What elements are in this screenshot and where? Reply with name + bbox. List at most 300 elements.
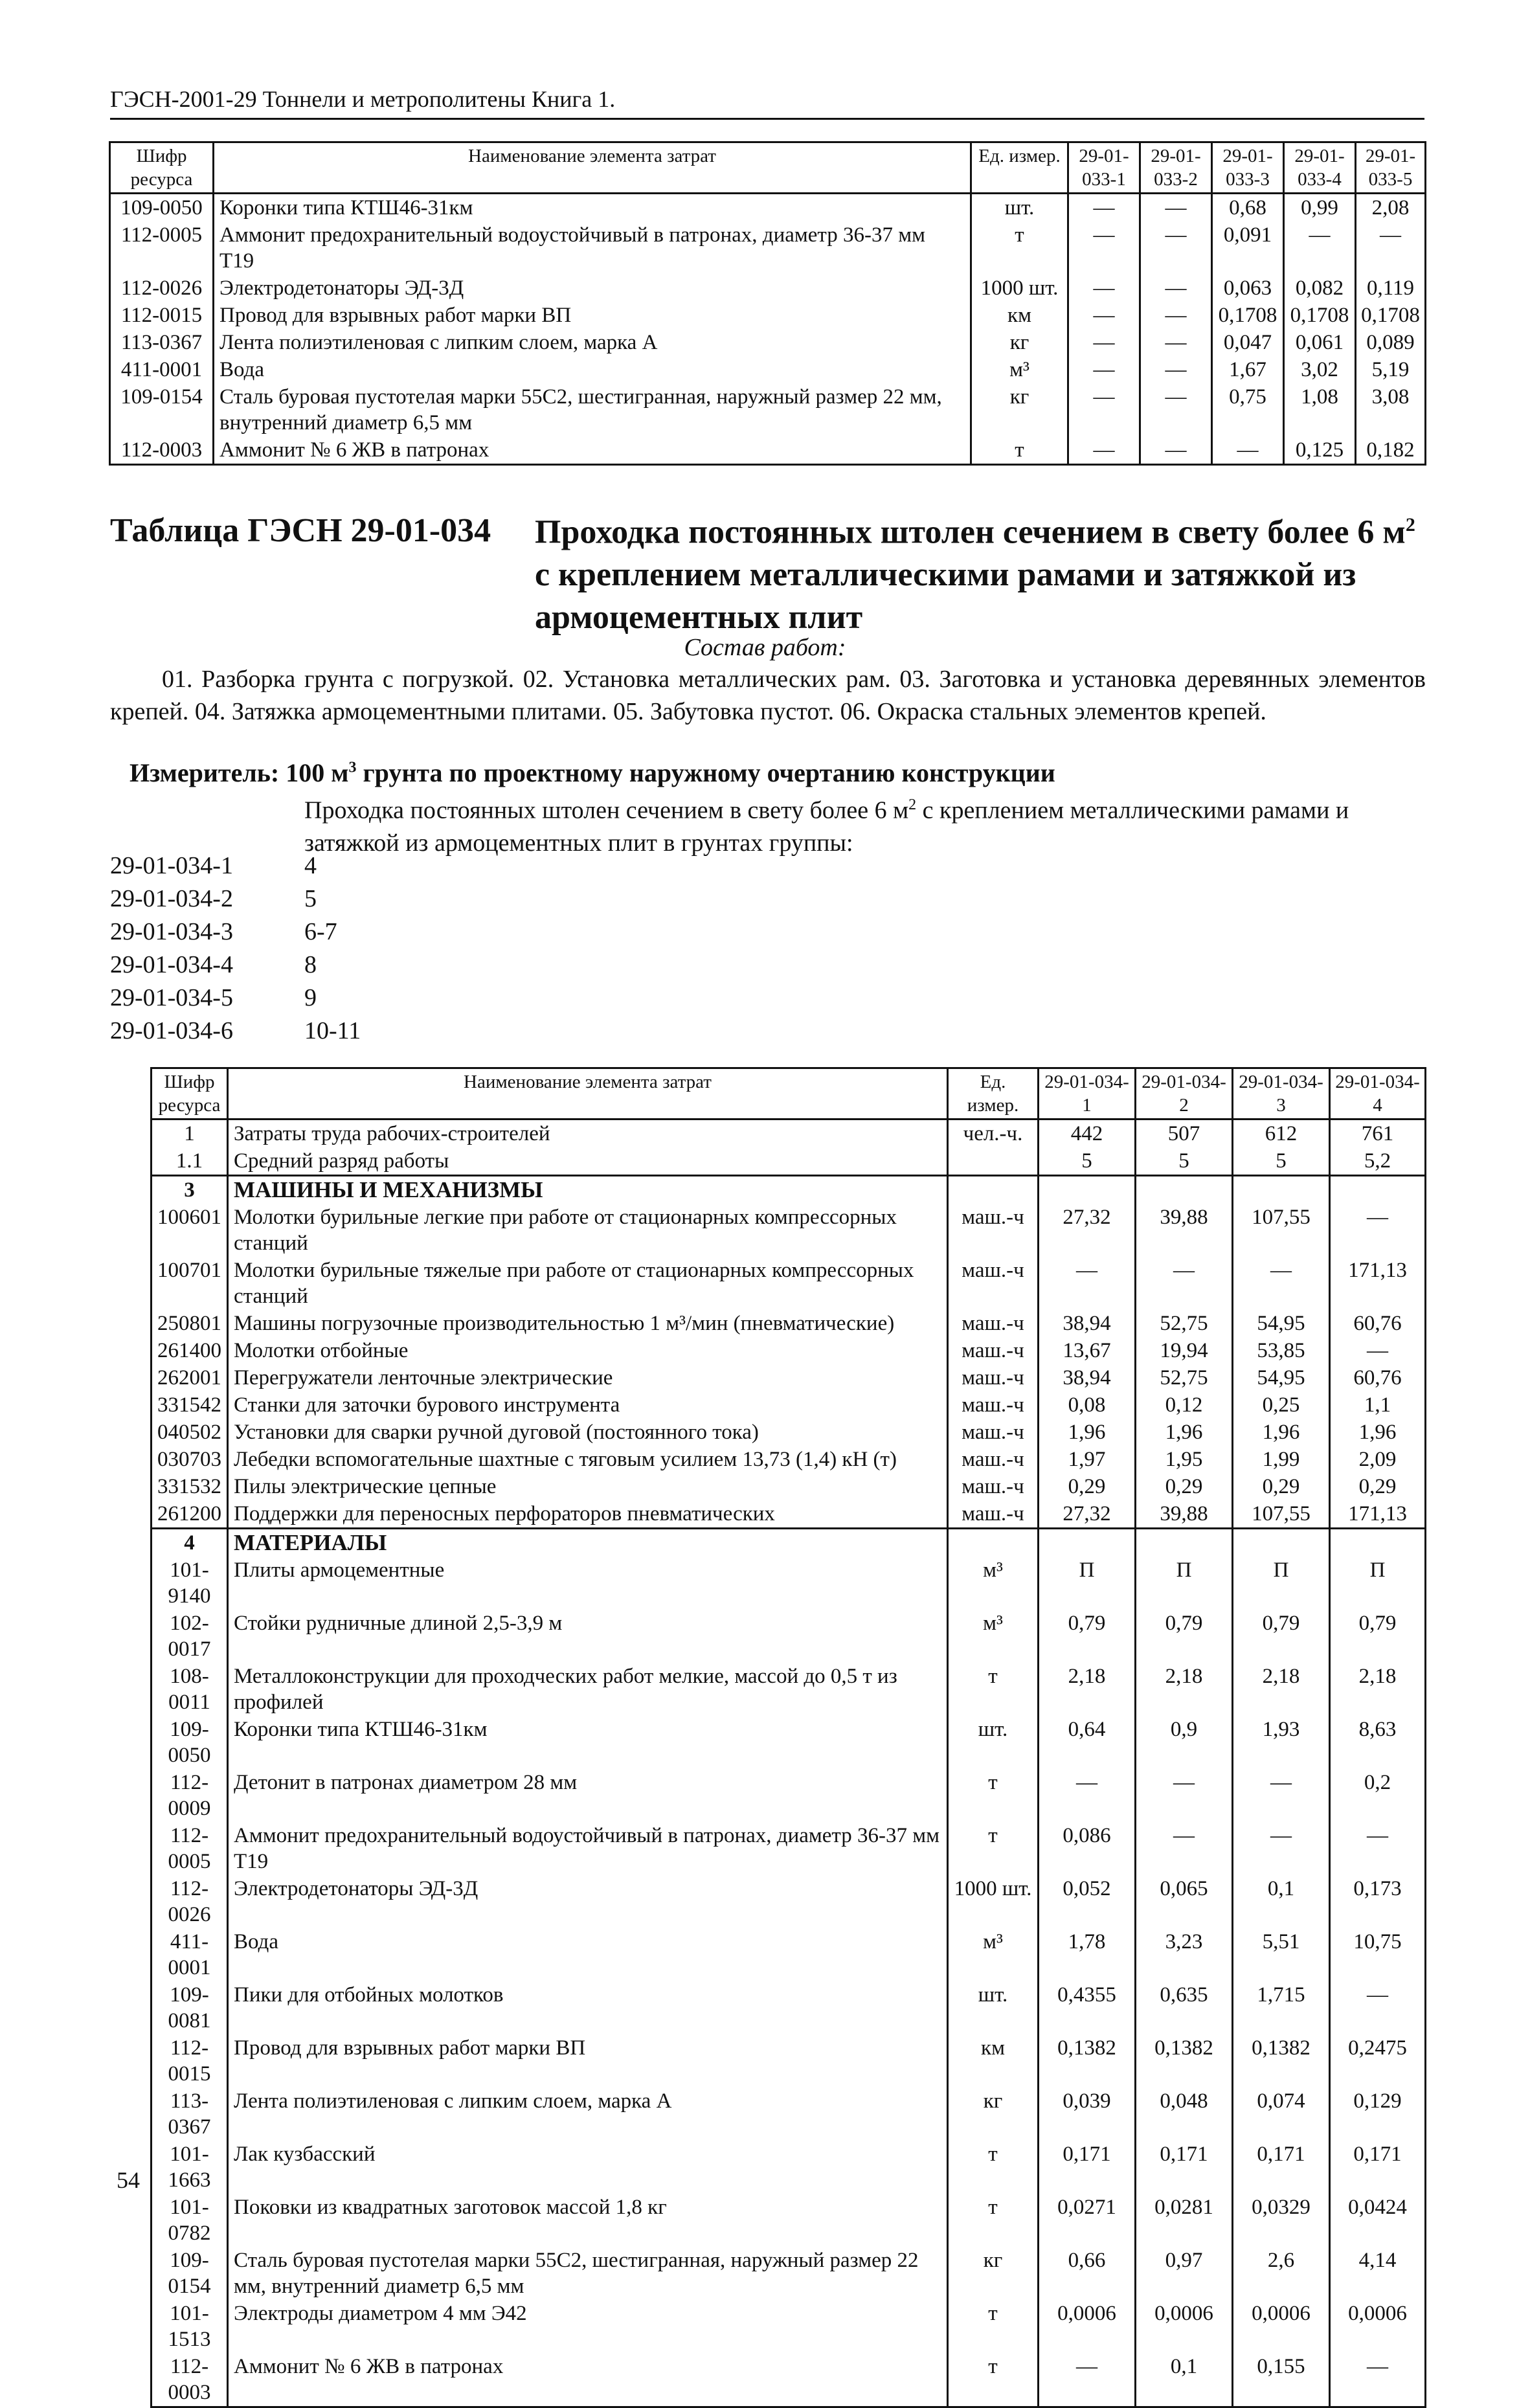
descr-part2: с креплением металлическими рамами и затяжкой из армоцементных плит в грунтах группы: bbox=[304, 796, 1349, 857]
section-row bbox=[152, 1529, 1426, 1557]
cell-value: 0,0006 bbox=[1136, 2300, 1233, 2353]
table-row bbox=[152, 1928, 1426, 1981]
cell-value: 0,173 bbox=[1330, 1875, 1426, 1928]
cell-unit: кг bbox=[971, 383, 1068, 436]
list-item bbox=[110, 883, 361, 916]
cell-value: 52,75 bbox=[1136, 1310, 1233, 1337]
cell-value: 0,4355 bbox=[1039, 1981, 1136, 2034]
cell-value: 2,09 bbox=[1330, 1446, 1426, 1473]
cell-code: 112-0026 bbox=[110, 275, 214, 302]
cell-code: 102-0017 bbox=[152, 1610, 228, 1663]
cell-value: 52,75 bbox=[1136, 1364, 1233, 1391]
group-code: 29-01-034-2 bbox=[110, 885, 233, 912]
cell-value: 0,2475 bbox=[1330, 2034, 1426, 2087]
cell-code: 040502 bbox=[152, 1419, 228, 1446]
cell-unit: чел.-ч. bbox=[948, 1120, 1039, 1148]
cell-value: — bbox=[1140, 194, 1212, 222]
cell-name: Перегружатели ленточные электрические bbox=[228, 1364, 948, 1391]
header-rule bbox=[110, 118, 1424, 120]
table-row bbox=[152, 1147, 1426, 1176]
cell-value: 0,0271 bbox=[1039, 2194, 1136, 2247]
cell-unit: маш.-ч bbox=[948, 1391, 1039, 1419]
cell-value: 0,039 bbox=[1039, 2087, 1136, 2141]
cell-value: — bbox=[1068, 194, 1140, 222]
group-code: 29-01-034-4 bbox=[110, 951, 233, 978]
cell-code: 101-0782 bbox=[152, 2194, 228, 2247]
table-row bbox=[152, 1446, 1426, 1473]
cell-value: — bbox=[1136, 1257, 1233, 1310]
header-norm: 29-01-033-2 bbox=[1140, 142, 1212, 194]
cell-unit bbox=[948, 1147, 1039, 1176]
cell-unit: маш.-ч bbox=[948, 1446, 1039, 1473]
cell-value: 0,97 bbox=[1136, 2247, 1233, 2300]
cell-code: 109-0050 bbox=[152, 1716, 228, 1769]
cell-value: 0,08 bbox=[1039, 1391, 1136, 1419]
cell-value: — bbox=[1330, 2353, 1426, 2407]
cell-unit: км bbox=[948, 2034, 1039, 2087]
cell-unit: т bbox=[948, 2194, 1039, 2247]
cell-unit: 1000 шт. bbox=[971, 275, 1068, 302]
cell-code: 109-0050 bbox=[110, 194, 214, 222]
cell-value: 0,9 bbox=[1136, 1716, 1233, 1769]
cell-value: 0,171 bbox=[1039, 2141, 1136, 2194]
cell-value: 13,67 bbox=[1039, 1337, 1136, 1364]
header-unit: Ед. измер. bbox=[971, 142, 1068, 194]
descr-sup: 2 bbox=[908, 796, 917, 813]
title-part1: Проходка постоянных штолен сечением в свету более 6 м bbox=[535, 513, 1406, 551]
cell-unit: т bbox=[948, 2300, 1039, 2353]
cell-value: 19,94 bbox=[1136, 1337, 1233, 1364]
table-row bbox=[152, 1310, 1426, 1337]
table-row bbox=[152, 2194, 1426, 2247]
cell-unit: м³ bbox=[971, 356, 1068, 383]
cell-value: 60,76 bbox=[1330, 1310, 1426, 1337]
cell-name: Аммонит предохранительный водоустойчивый в патронах, диаметр 36-37 мм Т19 bbox=[214, 221, 971, 275]
header-name: Наименование элемента затрат bbox=[228, 1068, 948, 1120]
cell-value: П bbox=[1233, 1557, 1330, 1610]
table-row bbox=[110, 275, 1426, 302]
measurement-unit bbox=[129, 758, 1055, 788]
cell-unit: км bbox=[971, 302, 1068, 329]
table-row bbox=[152, 1204, 1426, 1257]
cell-value: — bbox=[1284, 221, 1356, 275]
cell-value: — bbox=[1356, 221, 1426, 275]
table-row bbox=[152, 1663, 1426, 1716]
cell-value bbox=[1330, 1529, 1426, 1557]
soil-groups-list bbox=[110, 850, 361, 1048]
cell-unit: маш.-ч bbox=[948, 1419, 1039, 1446]
cell-unit: шт. bbox=[948, 1716, 1039, 1769]
cell-value: 0,2 bbox=[1330, 1769, 1426, 1822]
composition-label: Состав работ: bbox=[684, 634, 846, 661]
cell-name: Стойки рудничные длиной 2,5-3,9 м bbox=[228, 1610, 948, 1663]
cell-code: 262001 bbox=[152, 1364, 228, 1391]
cell-value: 171,13 bbox=[1330, 1500, 1426, 1529]
cell-value: 2,18 bbox=[1039, 1663, 1136, 1716]
cell-value: — bbox=[1140, 275, 1212, 302]
cell-value: 1,96 bbox=[1233, 1419, 1330, 1446]
cell-name: Поковки из квадратных заготовок массой 1,8 кг bbox=[228, 2194, 948, 2247]
cell-value: 3,23 bbox=[1136, 1928, 1233, 1981]
cell-name: Сталь буровая пустотелая марки 55С2, шестигранная, наружный размер 22 мм, внутренний диаметр 6,5 мм bbox=[228, 2247, 948, 2300]
cell-value: 0,68 bbox=[1212, 194, 1284, 222]
cell-value: 0,1 bbox=[1233, 1875, 1330, 1928]
cell-value: 0,79 bbox=[1136, 1610, 1233, 1663]
cell-value: 10,75 bbox=[1330, 1928, 1426, 1981]
work-description bbox=[304, 789, 1424, 859]
cell-value: 5,19 bbox=[1356, 356, 1426, 383]
cell-value: 0,1708 bbox=[1356, 302, 1426, 329]
cell-code: 331532 bbox=[152, 1473, 228, 1500]
cell-value: 0,061 bbox=[1284, 329, 1356, 356]
table-row bbox=[152, 2087, 1426, 2141]
cell-value: 4,14 bbox=[1330, 2247, 1426, 2300]
cell-name: Аммонит № 6 ЖВ в патронах bbox=[228, 2353, 948, 2407]
table-row bbox=[152, 2300, 1426, 2353]
table-row bbox=[152, 1337, 1426, 1364]
cell-value: 0,635 bbox=[1136, 1981, 1233, 2034]
header-norm: 29-01-033-4 bbox=[1284, 142, 1356, 194]
cell-name: Электродетонаторы ЭД-3Д bbox=[228, 1875, 948, 1928]
header-norm: 29-01-033-5 bbox=[1356, 142, 1426, 194]
cell-value: 27,32 bbox=[1039, 1500, 1136, 1529]
table-body bbox=[152, 1120, 1426, 2407]
group-value: 6-7 bbox=[304, 918, 337, 945]
table-body bbox=[110, 194, 1426, 465]
group-value: 9 bbox=[304, 984, 317, 1011]
cell-value: 5 bbox=[1039, 1147, 1136, 1176]
meter-prefix: Измеритель: 100 м bbox=[129, 758, 349, 787]
cell-value: — bbox=[1039, 1769, 1136, 1822]
cell-value: 0,0281 bbox=[1136, 2194, 1233, 2247]
cell-value: 0,29 bbox=[1233, 1473, 1330, 1500]
meter-suffix: грунта по проектному наружному очертанию конструкции bbox=[356, 758, 1055, 787]
table-header-row bbox=[152, 1068, 1426, 1120]
cell-value: 53,85 bbox=[1233, 1337, 1330, 1364]
cell-value: 1,96 bbox=[1039, 1419, 1136, 1446]
group-code: 29-01-034-1 bbox=[110, 852, 233, 879]
cell-value: 0,091 bbox=[1212, 221, 1284, 275]
cell-unit: м³ bbox=[948, 1610, 1039, 1663]
cell-code: 112-0005 bbox=[152, 1822, 228, 1875]
cell-value: — bbox=[1233, 1822, 1330, 1875]
cell-value: 0,0424 bbox=[1330, 2194, 1426, 2247]
table-title bbox=[535, 504, 1428, 639]
cell-value: 38,94 bbox=[1039, 1310, 1136, 1337]
cell-value: 0,66 bbox=[1039, 2247, 1136, 2300]
table-row bbox=[152, 1500, 1426, 1529]
cell-value: 0,12 bbox=[1136, 1391, 1233, 1419]
cell-code: 030703 bbox=[152, 1446, 228, 1473]
cell-value: — bbox=[1233, 1769, 1330, 1822]
cell-value: 0,79 bbox=[1039, 1610, 1136, 1663]
cell-unit bbox=[948, 1176, 1039, 1204]
cell-value: — bbox=[1140, 329, 1212, 356]
cell-value: П bbox=[1136, 1557, 1233, 1610]
cell-value: — bbox=[1068, 275, 1140, 302]
cell-value: 0,155 bbox=[1233, 2353, 1330, 2407]
cell-value: 2,08 bbox=[1356, 194, 1426, 222]
cell-code: 101-1513 bbox=[152, 2300, 228, 2353]
cell-code: 109-0154 bbox=[110, 383, 214, 436]
cell-unit: т bbox=[971, 221, 1068, 275]
cell-unit: т bbox=[948, 2141, 1039, 2194]
cell-value: 0,063 bbox=[1212, 275, 1284, 302]
cell-value: 612 bbox=[1233, 1120, 1330, 1148]
cell-value: — bbox=[1140, 302, 1212, 329]
header-norm: 29-01-034-3 bbox=[1233, 1068, 1330, 1120]
cell-value: 0,065 bbox=[1136, 1875, 1233, 1928]
cell-code: 3 bbox=[152, 1176, 228, 1204]
cell-value: — bbox=[1068, 329, 1140, 356]
cell-unit: т bbox=[948, 2353, 1039, 2407]
cell-unit: кг bbox=[971, 329, 1068, 356]
table-row bbox=[152, 1557, 1426, 1610]
cell-name: Коронки типа КТШ46-31км bbox=[214, 194, 971, 222]
cell-value: 0,0006 bbox=[1039, 2300, 1136, 2353]
table-row bbox=[152, 1716, 1426, 1769]
cell-value: 0,29 bbox=[1039, 1473, 1136, 1500]
cell-value: — bbox=[1039, 1257, 1136, 1310]
cell-value: 0,0006 bbox=[1233, 2300, 1330, 2353]
cell-value: 2,18 bbox=[1330, 1663, 1426, 1716]
cell-unit: маш.-ч bbox=[948, 1257, 1039, 1310]
list-item bbox=[110, 949, 361, 982]
title-sup: 2 bbox=[1405, 514, 1415, 535]
cell-value: 0,182 bbox=[1356, 436, 1426, 465]
cell-value bbox=[1039, 1176, 1136, 1204]
cell-name: Средний разряд работы bbox=[228, 1147, 948, 1176]
cell-unit: т bbox=[948, 1769, 1039, 1822]
composition-text: 01. Разборка грунта с погрузкой. 02. Установка металлических рам. 03. Заготовка и установка деревянных элементов крепей. 04. Затяжка армоцементными плитами. 05. Забутовка пустот. 06. Окраска стальных элементов крепей. bbox=[110, 666, 1426, 725]
cell-name: Металлоконструкции для проходческих работ мелкие, массой до 0,5 т из профилей bbox=[228, 1663, 948, 1716]
cell-code: 112-0009 bbox=[152, 1769, 228, 1822]
cell-name: Электроды диаметром 4 мм Э42 bbox=[228, 2300, 948, 2353]
table-id: Таблица ГЭСН 29-01-034 bbox=[110, 512, 491, 549]
cell-value bbox=[1330, 1176, 1426, 1204]
cell-code: 411-0001 bbox=[110, 356, 214, 383]
cell-name: Вода bbox=[228, 1928, 948, 1981]
cell-value: 0,1708 bbox=[1284, 302, 1356, 329]
cell-value: 1,99 bbox=[1233, 1446, 1330, 1473]
cell-value: — bbox=[1140, 383, 1212, 436]
cell-name: Провод для взрывных работ марки ВП bbox=[228, 2034, 948, 2087]
cell-code: 112-0003 bbox=[110, 436, 214, 465]
cell-value: 60,76 bbox=[1330, 1364, 1426, 1391]
cell-value: 2,6 bbox=[1233, 2247, 1330, 2300]
cell-value: 0,79 bbox=[1233, 1610, 1330, 1663]
cell-value bbox=[1233, 1176, 1330, 1204]
table-row bbox=[110, 221, 1426, 275]
table-row bbox=[152, 1257, 1426, 1310]
cell-value: 0,074 bbox=[1233, 2087, 1330, 2141]
cell-value: — bbox=[1140, 221, 1212, 275]
cell-name: Плиты армоцементные bbox=[228, 1557, 948, 1610]
table-row bbox=[110, 356, 1426, 383]
cell-code: 261400 bbox=[152, 1337, 228, 1364]
cell-unit: м³ bbox=[948, 1928, 1039, 1981]
cell-unit: маш.-ч bbox=[948, 1310, 1039, 1337]
cell-code: 112-0015 bbox=[152, 2034, 228, 2087]
cell-value: 0,99 bbox=[1284, 194, 1356, 222]
table-row bbox=[110, 383, 1426, 436]
table-row bbox=[152, 1610, 1426, 1663]
cell-value: 171,13 bbox=[1330, 1257, 1426, 1310]
cell-value: 5,51 bbox=[1233, 1928, 1330, 1981]
cell-unit bbox=[948, 1529, 1039, 1557]
cell-value: 1,715 bbox=[1233, 1981, 1330, 2034]
table-row bbox=[152, 1391, 1426, 1419]
cell-value: 1,97 bbox=[1039, 1446, 1136, 1473]
cell-value bbox=[1136, 1529, 1233, 1557]
table-row bbox=[152, 2141, 1426, 2194]
group-value: 10-11 bbox=[304, 1017, 361, 1044]
header-norm: 29-01-034-1 bbox=[1039, 1068, 1136, 1120]
cell-code: 331542 bbox=[152, 1391, 228, 1419]
cell-name: Молотки бурильные легкие при работе от стационарных компрессорных станций bbox=[228, 1204, 948, 1257]
cell-value: 1,95 bbox=[1136, 1446, 1233, 1473]
cell-value: 0,171 bbox=[1330, 2141, 1426, 2194]
cell-unit: маш.-ч bbox=[948, 1473, 1039, 1500]
page-number: 54 bbox=[117, 2167, 140, 2193]
cell-unit: кг bbox=[948, 2247, 1039, 2300]
cell-value: 0,086 bbox=[1039, 1822, 1136, 1875]
cell-unit: маш.-ч bbox=[948, 1204, 1039, 1257]
cell-value: 3,08 bbox=[1356, 383, 1426, 436]
cell-value: 0,79 bbox=[1330, 1610, 1426, 1663]
cell-name: Лента полиэтиленовая с липким слоем, марка А bbox=[214, 329, 971, 356]
resource-table-034 bbox=[150, 1067, 1426, 2408]
group-value: 5 bbox=[304, 885, 317, 912]
cell-value: — bbox=[1212, 436, 1284, 465]
table-row bbox=[152, 1875, 1426, 1928]
cell-name: МАШИНЫ И МЕХАНИЗМЫ bbox=[228, 1176, 948, 1204]
table-row bbox=[152, 1981, 1426, 2034]
cell-value bbox=[1233, 1529, 1330, 1557]
cell-value: 1,08 bbox=[1284, 383, 1356, 436]
cell-unit: т bbox=[948, 1822, 1039, 1875]
cell-value: 0,64 bbox=[1039, 1716, 1136, 1769]
header-norm: 29-01-033-3 bbox=[1212, 142, 1284, 194]
cell-name: Электродетонаторы ЭД-3Д bbox=[214, 275, 971, 302]
cell-value: — bbox=[1330, 1337, 1426, 1364]
cell-unit: шт. bbox=[971, 194, 1068, 222]
cell-value: — bbox=[1136, 1822, 1233, 1875]
cell-value: 1,1 bbox=[1330, 1391, 1426, 1419]
cell-value: — bbox=[1140, 356, 1212, 383]
table-row bbox=[152, 2034, 1426, 2087]
cell-value: П bbox=[1039, 1557, 1136, 1610]
cell-value: 5 bbox=[1136, 1147, 1233, 1176]
cell-unit: кг bbox=[948, 2087, 1039, 2141]
cell-value: 1,78 bbox=[1039, 1928, 1136, 1981]
cell-value: 0,048 bbox=[1136, 2087, 1233, 2141]
cell-value: 0,1708 bbox=[1212, 302, 1284, 329]
cell-value: 3,02 bbox=[1284, 356, 1356, 383]
cell-code: 1.1 bbox=[152, 1147, 228, 1176]
header-norm: 29-01-034-4 bbox=[1330, 1068, 1426, 1120]
cell-unit: т bbox=[948, 1663, 1039, 1716]
cell-value: 0,089 bbox=[1356, 329, 1426, 356]
group-value: 4 bbox=[304, 852, 317, 879]
cell-code: 100601 bbox=[152, 1204, 228, 1257]
cell-name: Аммонит предохранительный водоустойчивый в патронах, диаметр 36-37 мм Т19 bbox=[228, 1822, 948, 1875]
cell-value: — bbox=[1068, 356, 1140, 383]
cell-value: — bbox=[1330, 1981, 1426, 2034]
cell-code: 250801 bbox=[152, 1310, 228, 1337]
group-code: 29-01-034-3 bbox=[110, 918, 233, 945]
resource-table-033 bbox=[109, 141, 1426, 466]
cell-value: 38,94 bbox=[1039, 1364, 1136, 1391]
list-item bbox=[110, 850, 361, 883]
running-header: ГЭСН-2001-29 Тоннели и метрополитены Книга 1. bbox=[110, 86, 616, 112]
list-item bbox=[110, 1015, 361, 1048]
cell-value: 0,1382 bbox=[1233, 2034, 1330, 2087]
cell-value: 0,047 bbox=[1212, 329, 1284, 356]
meter-sup: 3 bbox=[348, 759, 357, 776]
cell-value: 0,129 bbox=[1330, 2087, 1426, 2141]
cell-value: 0,052 bbox=[1039, 1875, 1136, 1928]
cell-unit: маш.-ч bbox=[948, 1500, 1039, 1529]
header-name: Наименование элемента затрат bbox=[214, 142, 971, 194]
cell-value: 0,1382 bbox=[1136, 2034, 1233, 2087]
cell-value: 0,0329 bbox=[1233, 2194, 1330, 2247]
table-header-row bbox=[110, 142, 1426, 194]
cell-code: 4 bbox=[152, 1529, 228, 1557]
cell-code: 109-0154 bbox=[152, 2247, 228, 2300]
cell-value: 1,93 bbox=[1233, 1716, 1330, 1769]
cell-value: 442 bbox=[1039, 1120, 1136, 1148]
cell-value: 0,75 bbox=[1212, 383, 1284, 436]
cell-value: — bbox=[1136, 1769, 1233, 1822]
cell-name: Молотки бурильные тяжелые при работе от стационарных компрессорных станций bbox=[228, 1257, 948, 1310]
cell-unit: шт. bbox=[948, 1981, 1039, 2034]
cell-value: 2,18 bbox=[1233, 1663, 1330, 1716]
cell-value: 0,25 bbox=[1233, 1391, 1330, 1419]
cell-code: 101-1663 bbox=[152, 2141, 228, 2194]
cell-value: — bbox=[1068, 221, 1140, 275]
table-row bbox=[152, 1120, 1426, 1148]
cell-code: 108-0011 bbox=[152, 1663, 228, 1716]
cell-value: 5,2 bbox=[1330, 1147, 1426, 1176]
cell-code: 101-9140 bbox=[152, 1557, 228, 1610]
cell-name: Провод для взрывных работ марки ВП bbox=[214, 302, 971, 329]
table-row bbox=[110, 194, 1426, 222]
list-item bbox=[110, 982, 361, 1015]
header-unit: Ед. измер. bbox=[948, 1068, 1039, 1120]
cell-value: — bbox=[1068, 302, 1140, 329]
cell-value: 39,88 bbox=[1136, 1500, 1233, 1529]
table-row bbox=[110, 436, 1426, 465]
cell-value: 507 bbox=[1136, 1120, 1233, 1148]
descr-part1: Проходка постоянных штолен сечением в свету более 6 м bbox=[304, 796, 909, 824]
cell-name: Коронки типа КТШ46-31км bbox=[228, 1716, 948, 1769]
cell-value: 54,95 bbox=[1233, 1310, 1330, 1337]
group-code: 29-01-034-5 bbox=[110, 984, 233, 1011]
cell-value: 1,96 bbox=[1330, 1419, 1426, 1446]
section-row bbox=[152, 1176, 1426, 1204]
cell-value: — bbox=[1039, 2353, 1136, 2407]
table-row bbox=[152, 1473, 1426, 1500]
cell-value: 107,55 bbox=[1233, 1204, 1330, 1257]
cell-code: 113-0367 bbox=[152, 2087, 228, 2141]
cell-unit: м³ bbox=[948, 1557, 1039, 1610]
cell-name: Вода bbox=[214, 356, 971, 383]
cell-value: 8,63 bbox=[1330, 1716, 1426, 1769]
cell-name: Сталь буровая пустотелая марки 55С2, шестигранная, наружный размер 22 мм, внутренний диаметр 6,5 мм bbox=[214, 383, 971, 436]
cell-value: 5 bbox=[1233, 1147, 1330, 1176]
table-row bbox=[152, 1769, 1426, 1822]
